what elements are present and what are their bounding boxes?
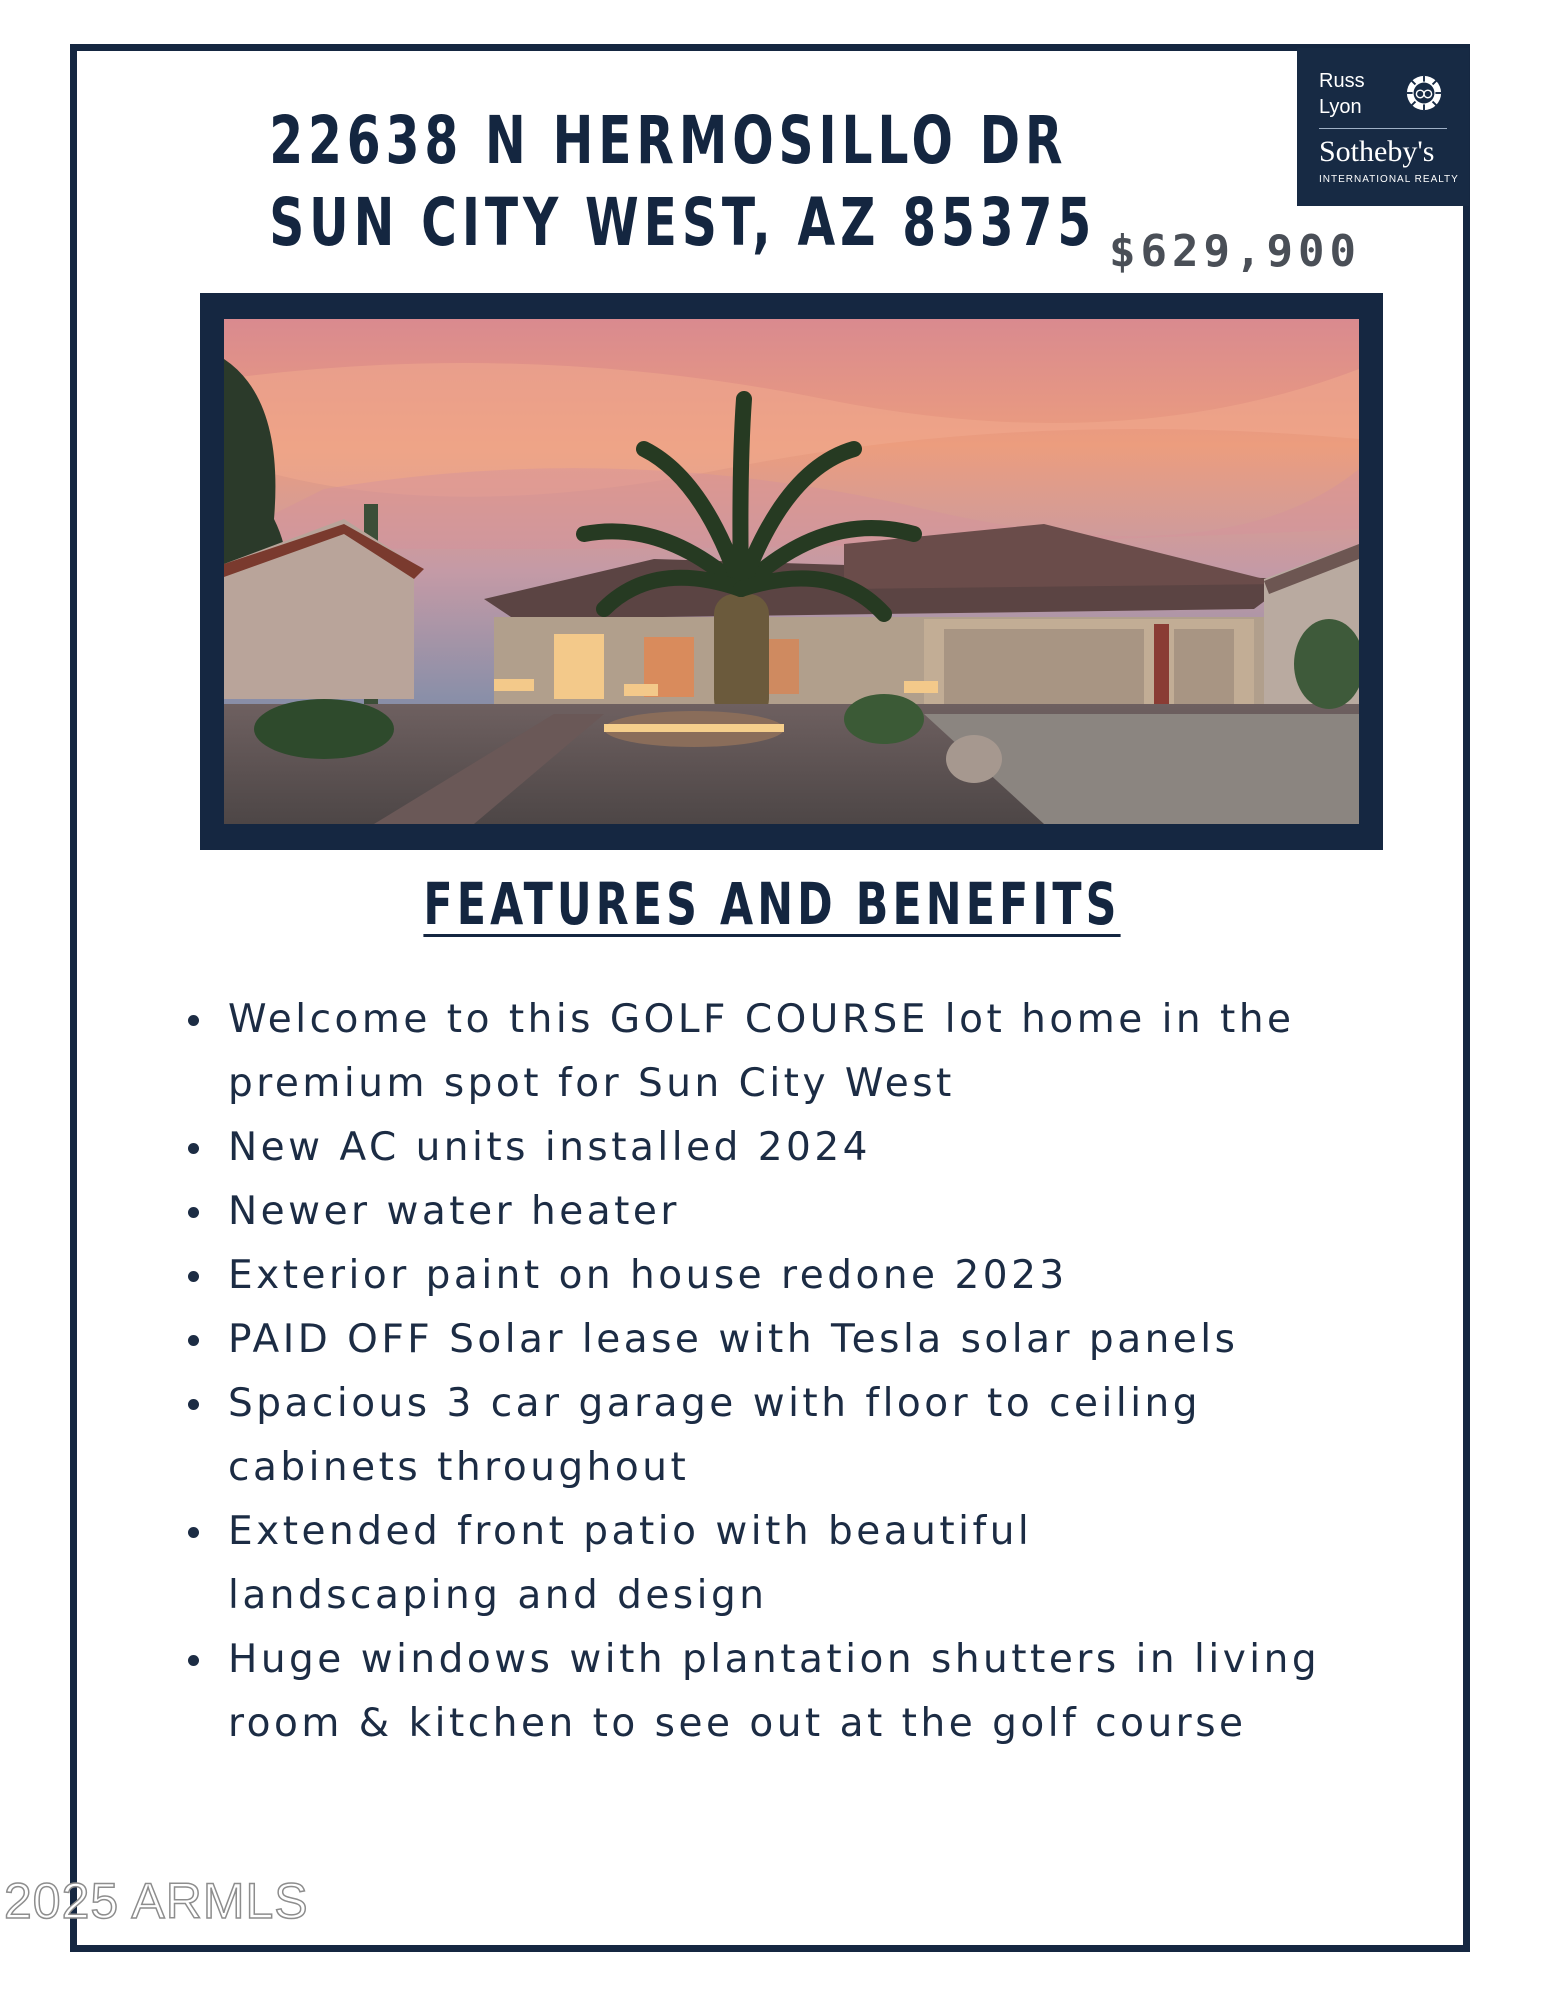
brand-sothebys: Sotheby's: [1319, 135, 1435, 168]
feature-item: Welcome to this GOLF COURSE lot home in the premium spot for Sun City West: [180, 988, 1358, 1116]
brand-divider: [1319, 128, 1447, 129]
feature-item: PAID OFF Solar lease with Tesla solar panels: [180, 1308, 1410, 1372]
listing-price: $629,900: [1109, 226, 1361, 277]
feature-item: Spacious 3 car garage with floor to ceiling cabinets throughout: [180, 1372, 1358, 1500]
bullet-icon: [188, 1655, 199, 1666]
address-line-1: 22638 N HERMOSILLO DR: [269, 102, 1068, 179]
sunburst-emblem-icon: [1405, 74, 1443, 112]
property-address: [269, 100, 1097, 264]
bullet-icon: [188, 1271, 199, 1282]
features-list: [180, 988, 1410, 1756]
bullet-icon: [188, 1015, 199, 1026]
armls-watermark: 2025 ARMLS: [4, 1873, 309, 1929]
feature-item: Extended front patio with beautiful landscaping and design: [180, 1500, 1258, 1628]
bullet-icon: [188, 1143, 199, 1154]
property-photo-frame: [200, 293, 1383, 850]
brand-russ-lyon: Russ Lyon: [1319, 70, 1365, 118]
feature-item: Exterior paint on house redone 2023: [180, 1244, 1410, 1308]
brand-logo: [1297, 48, 1469, 206]
bullet-icon: [188, 1527, 199, 1538]
house-at-sunset-photo: [224, 319, 1359, 824]
address-line-2: SUN CITY WEST, AZ 85375: [269, 184, 1097, 261]
bullet-icon: [188, 1399, 199, 1410]
feature-item: Huge windows with plantation shutters in living room & kitchen to see out at the golf course: [180, 1628, 1358, 1756]
bullet-icon: [188, 1207, 199, 1218]
features-heading-text: FEATURES AND BENEFITS: [423, 870, 1121, 938]
feature-item: Newer water heater: [180, 1180, 1410, 1244]
features-heading: [385, 870, 1159, 938]
feature-item: New AC units installed 2024: [180, 1116, 1410, 1180]
brand-international-realty: INTERNATIONAL REALTY: [1319, 174, 1459, 185]
bullet-icon: [188, 1335, 199, 1346]
